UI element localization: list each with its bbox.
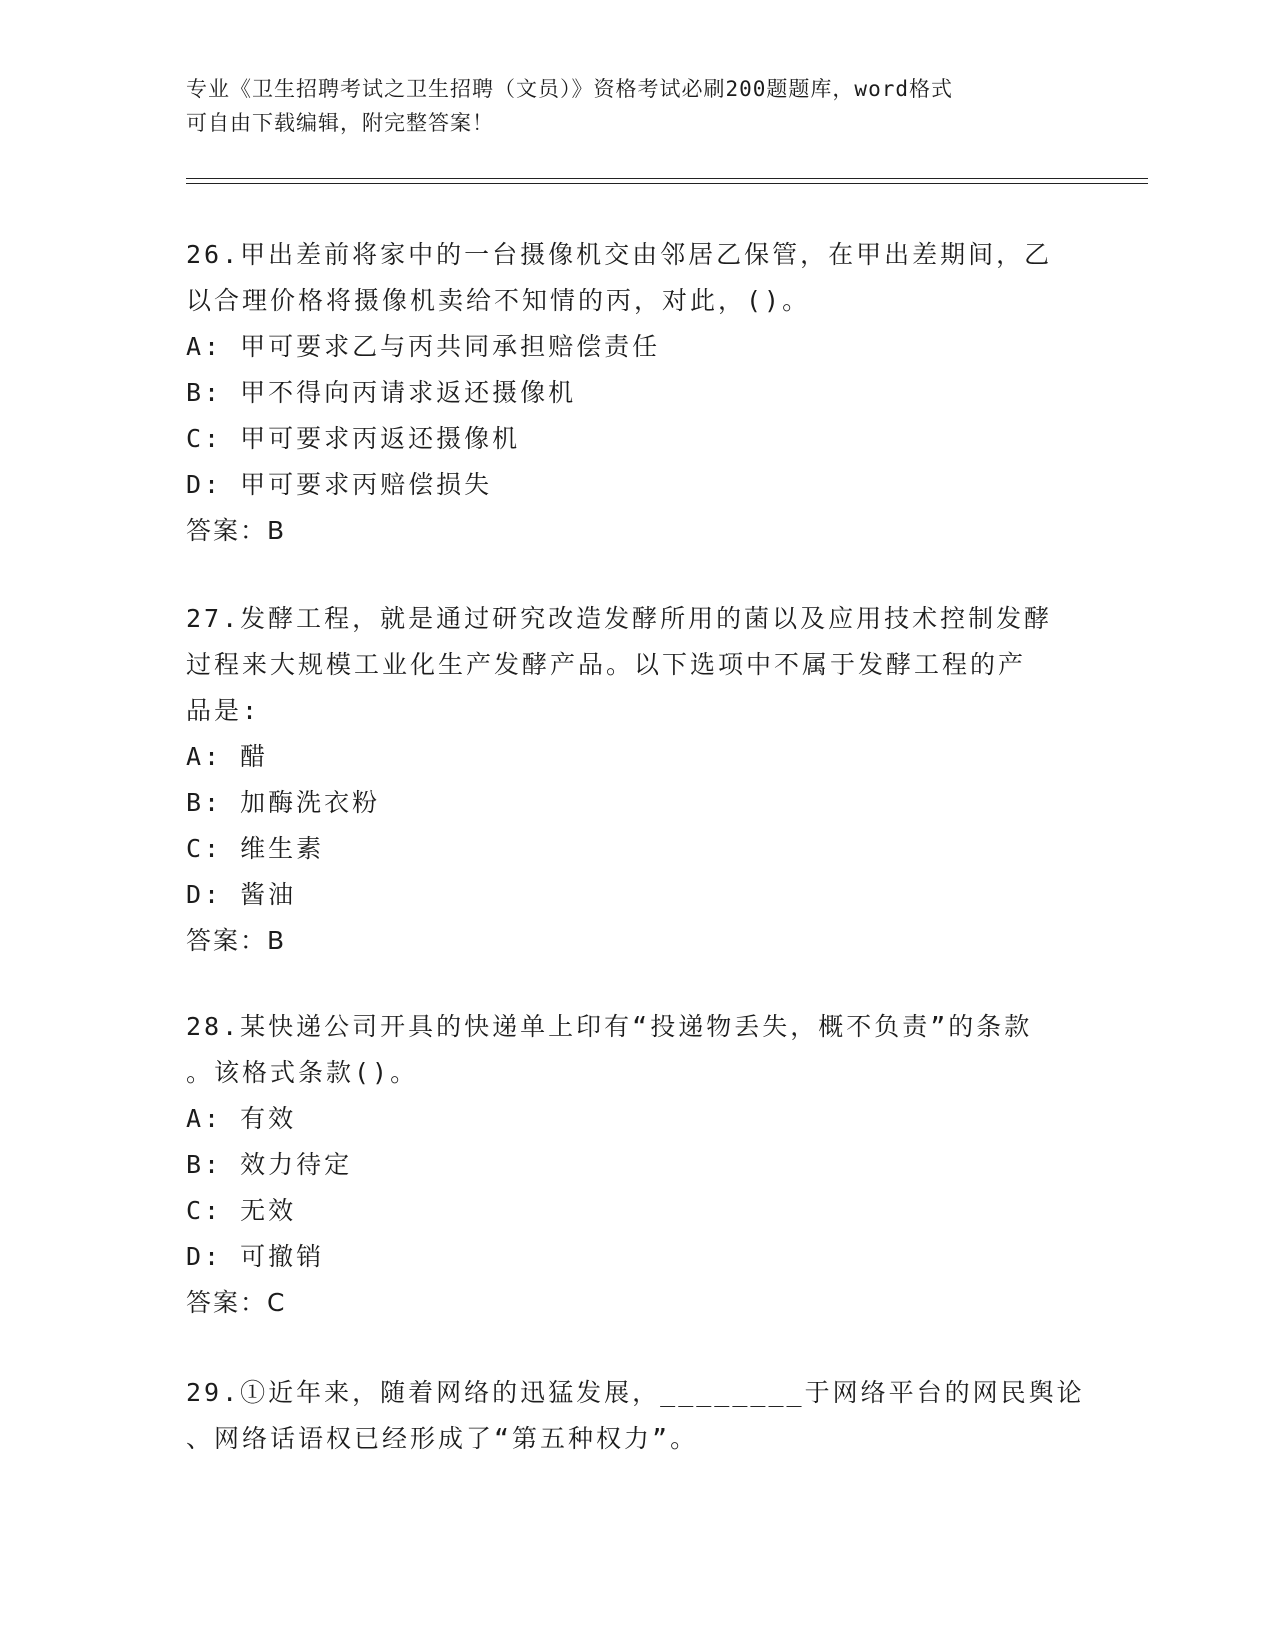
option-c: C: 无效 [186, 1196, 297, 1225]
option-c: C: 甲可要求丙返还摄像机 [186, 424, 521, 453]
question-text-line: 29.①近年来，随着网络的迅猛发展，________于网络平台的网民舆论 [186, 1378, 1085, 1407]
option-a: A: 有效 [186, 1104, 297, 1133]
question-text-line: 品是: [186, 696, 261, 725]
document-header [186, 72, 1066, 140]
question-text-line: 。该格式条款()。 [186, 1058, 419, 1087]
option-d: D: 酱油 [186, 880, 297, 909]
question-text-line: 27.发酵工程，就是通过研究改造发酵所用的菌以及应用技术控制发酵 [186, 604, 1053, 633]
option-b: B: 效力待定 [186, 1150, 353, 1179]
option-c: C: 维生素 [186, 834, 325, 863]
option-d: D: 可撤销 [186, 1242, 325, 1271]
answer [186, 1280, 1086, 1326]
question-28 [186, 1004, 1086, 1326]
option-d: D: 甲可要求丙赔偿损失 [186, 470, 493, 499]
answer-value: B [267, 926, 287, 955]
question-text-line: 26.甲出差前将家中的一台摄像机交由邻居乙保管，在甲出差期间，乙 [186, 240, 1053, 269]
question-27 [186, 596, 1086, 964]
question-26 [186, 232, 1086, 554]
question-text-line: 以合理价格将摄像机卖给不知情的丙，对此，()。 [186, 286, 811, 315]
header-divider-bottom [186, 183, 1148, 184]
answer-value: B [267, 516, 287, 545]
answer-label: 答案： [186, 516, 268, 545]
option-a: A: 甲可要求乙与丙共同承担赔偿责任 [186, 332, 661, 361]
header-line-2: 可自由下载编辑，附完整答案！ [186, 111, 494, 135]
question-text-line: 、网络话语权已经形成了“第五种权力”。 [186, 1424, 699, 1453]
answer-label: 答案： [186, 926, 268, 955]
answer [186, 508, 1086, 554]
question-29 [186, 1370, 1086, 1462]
answer-label: 答案： [186, 1288, 268, 1317]
option-b: B: 甲不得向丙请求返还摄像机 [186, 378, 577, 407]
answer [186, 918, 1086, 964]
option-b: B: 加酶洗衣粉 [186, 788, 381, 817]
header-line-1: 专业《卫生招聘考试之卫生招聘（文员）》资格考试必刷200题题库，word格式 [186, 77, 953, 101]
answer-value: C [267, 1288, 287, 1317]
question-text-line: 28.某快递公司开具的快递单上印有“投递物丢失，概不负责”的条款 [186, 1012, 1033, 1041]
header-divider-top [186, 178, 1148, 179]
option-a: A: 醋 [186, 742, 269, 771]
question-text-line: 过程来大规模工业化生产发酵产品。以下选项中不属于发酵工程的产 [186, 650, 1027, 679]
